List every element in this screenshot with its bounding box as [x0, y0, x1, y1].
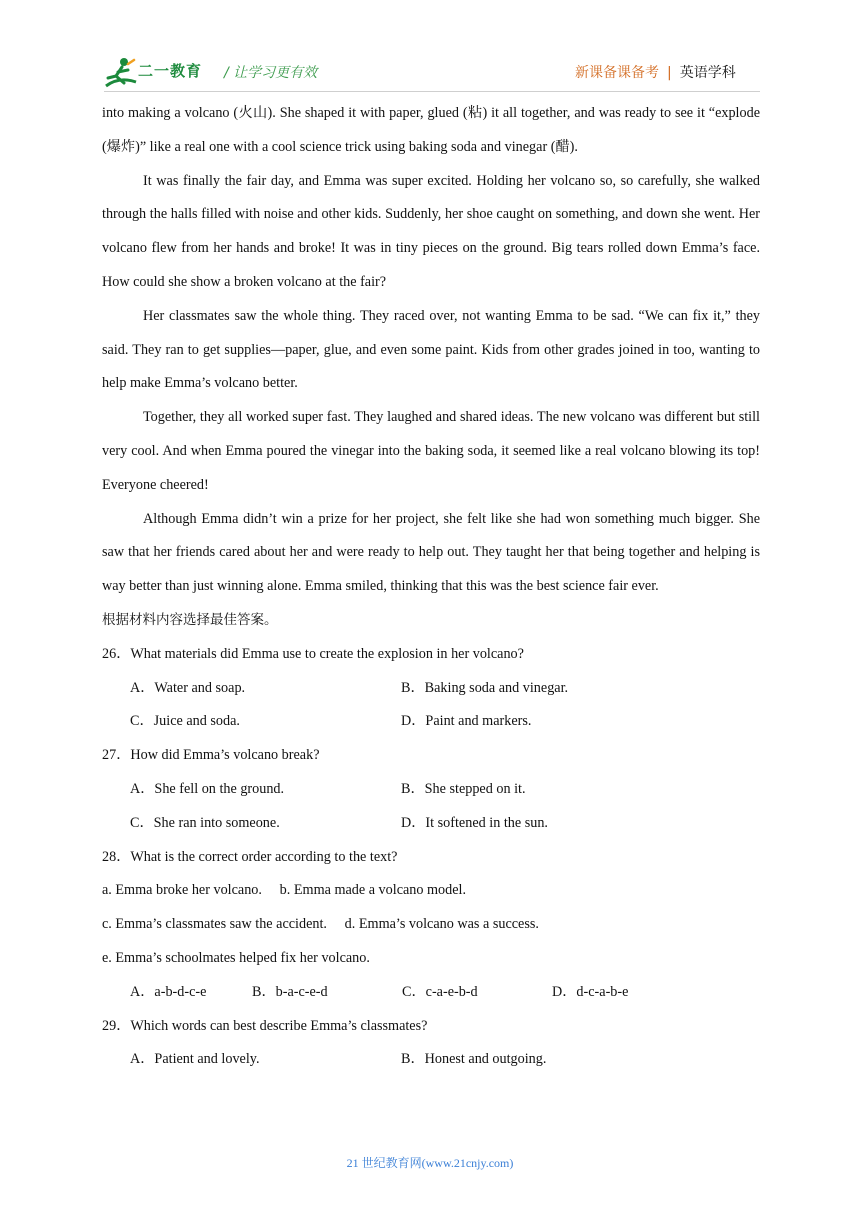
option-c[interactable]: C．Juice and soda.	[130, 713, 240, 730]
option-row	[102, 1043, 760, 1077]
option-row	[102, 773, 760, 807]
passage-paragraph: Her classmates saw the whole thing. They raced over, not wanting Emma to be sad. “We can fix it,” they said. They ran to get supplies—paper, glue, and even some paint. Kids from other grades joined in too, wanting to help make Emma’s volcano better.	[102, 307, 760, 392]
option-b[interactable]: B．Honest and outgoing.	[401, 1051, 547, 1068]
option-row	[102, 672, 760, 706]
option-row	[102, 976, 760, 1010]
option-d[interactable]: D．Paint and markers.	[401, 713, 532, 730]
instruction: 根据材料内容选择最佳答案。	[102, 611, 278, 628]
option-a[interactable]: A．a-b-d-c-e	[130, 983, 207, 1000]
header-separator: |	[667, 65, 672, 81]
page-footer: 21 世纪教育网(www.21cnjy.com)	[346, 1156, 514, 1170]
header-subject: 英语学科	[679, 65, 736, 81]
sequence-item: e. Emma’s schoolmates helped fix her volcano.	[102, 949, 370, 966]
option-a[interactable]: A．Patient and lovely.	[130, 1051, 260, 1068]
passage-paragraph: Although Emma didn’t win a prize for her project, she felt like she had won something much bigger. She saw that her friends cared about her and were ready to help out. They taught her that being together and helping is way better than just winning alone. Emma smiled, thinking that this was the best science fair ever.	[102, 510, 760, 595]
passage-paragraph: It was finally the fair day, and Emma was super excited. Holding her volcano so, so carefully, she walked through the halls filled with noise and other kids. Suddenly, her shoe caught on something, and down she went. Her volcano flew from her hands and broke! It was in tiny pieces on the ground. Big tears rolled down Emma’s face. How could she show a broken volcano at the fair?	[102, 172, 760, 290]
runner-logo-icon	[104, 56, 138, 90]
option-d[interactable]: D．d-c-a-b-e	[552, 983, 629, 1000]
logo-text: 二一教育	[138, 62, 203, 80]
option-c[interactable]: C．She ran into someone.	[130, 814, 280, 831]
option-d[interactable]: D．It softened in the sun.	[401, 814, 548, 831]
option-row	[102, 705, 760, 739]
header-divider	[104, 91, 760, 92]
header-exam-label: 新课备课备考	[575, 65, 659, 81]
passage-paragraph: into making a volcano (火山). She shaped it with paper, glued (粘) it all together, and was ready to see it “explode (爆炸)” like a real one with a cool science trick using baking soda and vinegar (醋).	[102, 105, 760, 155]
question-stem: 27．How did Emma’s volcano break?	[102, 747, 320, 764]
page-header	[0, 0, 860, 100]
option-b[interactable]: B．Baking soda and vinegar.	[401, 679, 569, 696]
header-slogan: / 让学习更有效	[224, 65, 318, 81]
question-stem: 26．What materials did Emma use to create the explosion in her volcano?	[102, 645, 524, 662]
logo	[104, 56, 214, 90]
option-a[interactable]: A．She fell on the ground.	[130, 780, 285, 797]
option-row	[102, 807, 760, 841]
passage-paragraph: Together, they all worked super fast. They laughed and shared ideas. The new volcano was different but still very cool. And when Emma poured the vinegar into the baking soda, it seemed like a real volcano blowing its top! Everyone cheered!	[102, 409, 760, 493]
option-a[interactable]: A．Water and soap.	[130, 679, 246, 696]
option-b[interactable]: B．b-a-c-e-d	[252, 983, 328, 1000]
option-b[interactable]: B．She stepped on it.	[401, 780, 526, 797]
header-right	[575, 62, 736, 82]
document-body	[102, 97, 760, 1077]
question-stem: 29．Which words can best describe Emma’s classmates?	[102, 1017, 428, 1034]
sequence-item: c. Emma’s classmates saw the accident. d. Emma’s volcano was a success.	[102, 916, 539, 933]
question-stem: 28．What is the correct order according to the text?	[102, 848, 398, 865]
sequence-item: a. Emma broke her volcano. b. Emma made a volcano model.	[102, 882, 467, 899]
option-c[interactable]: C．c-a-e-b-d	[402, 983, 478, 1000]
